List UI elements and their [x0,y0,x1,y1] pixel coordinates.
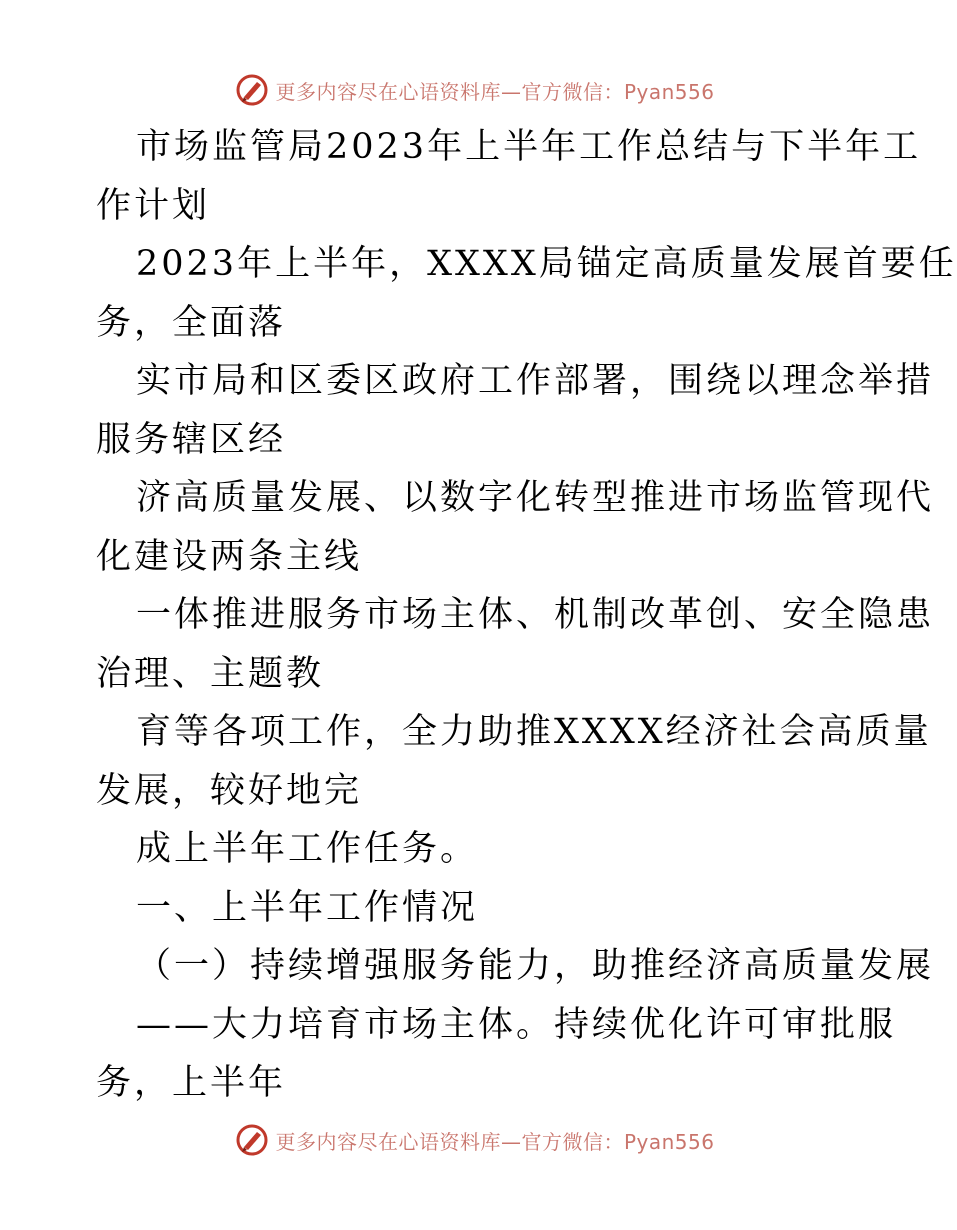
text-line: 一体推进服务市场主体、机制改革创、安全隐患 [136,595,935,635]
text-line: 育等各项工作，全力助推XXXX经济社会高质量 [136,712,932,752]
text-line: 实市局和区委区政府工作部署，围绕以理念举措 [136,361,935,401]
text-line: 市场监管局2023年上半年工作总结与下半年工 [136,127,922,167]
text-line: 服务辖区经 [96,419,287,460]
watermark-text: 更多内容尽在心语资料库—官方微信：Pyan556 [275,1129,715,1154]
text-line: 发展，较好地完 [96,770,363,811]
text-line: 治理、主题教 [96,653,325,694]
text-line: 成上半年工作任务。 [136,829,479,869]
watermark-footer [0,1120,950,1160]
text-line: 一、上半年工作情况 [136,887,479,928]
pen-logo-icon [235,73,269,107]
text-line: 务，上半年 [96,1063,287,1103]
text-line: ——大力培育市场主体。持续优化许可审批服 [136,1004,897,1045]
text-line: （一）持续增强服务能力，助推经济高质量发展 [136,946,935,986]
text-line: 2023年上半年，XXXX局锚定高质量发展首要任 [136,244,957,284]
text-line: 务，全面落 [96,302,287,343]
text-line: 济高质量发展、以数字化转型推进市场监管现代 [136,478,935,518]
pen-logo-icon [235,1123,269,1157]
text-line: 化建设两条主线 [96,536,363,577]
watermark-text: 更多内容尽在心语资料库—官方微信：Pyan556 [275,79,715,104]
text-line: 作计划 [96,185,211,226]
document-body [96,118,957,1113]
watermark-header [0,70,950,110]
